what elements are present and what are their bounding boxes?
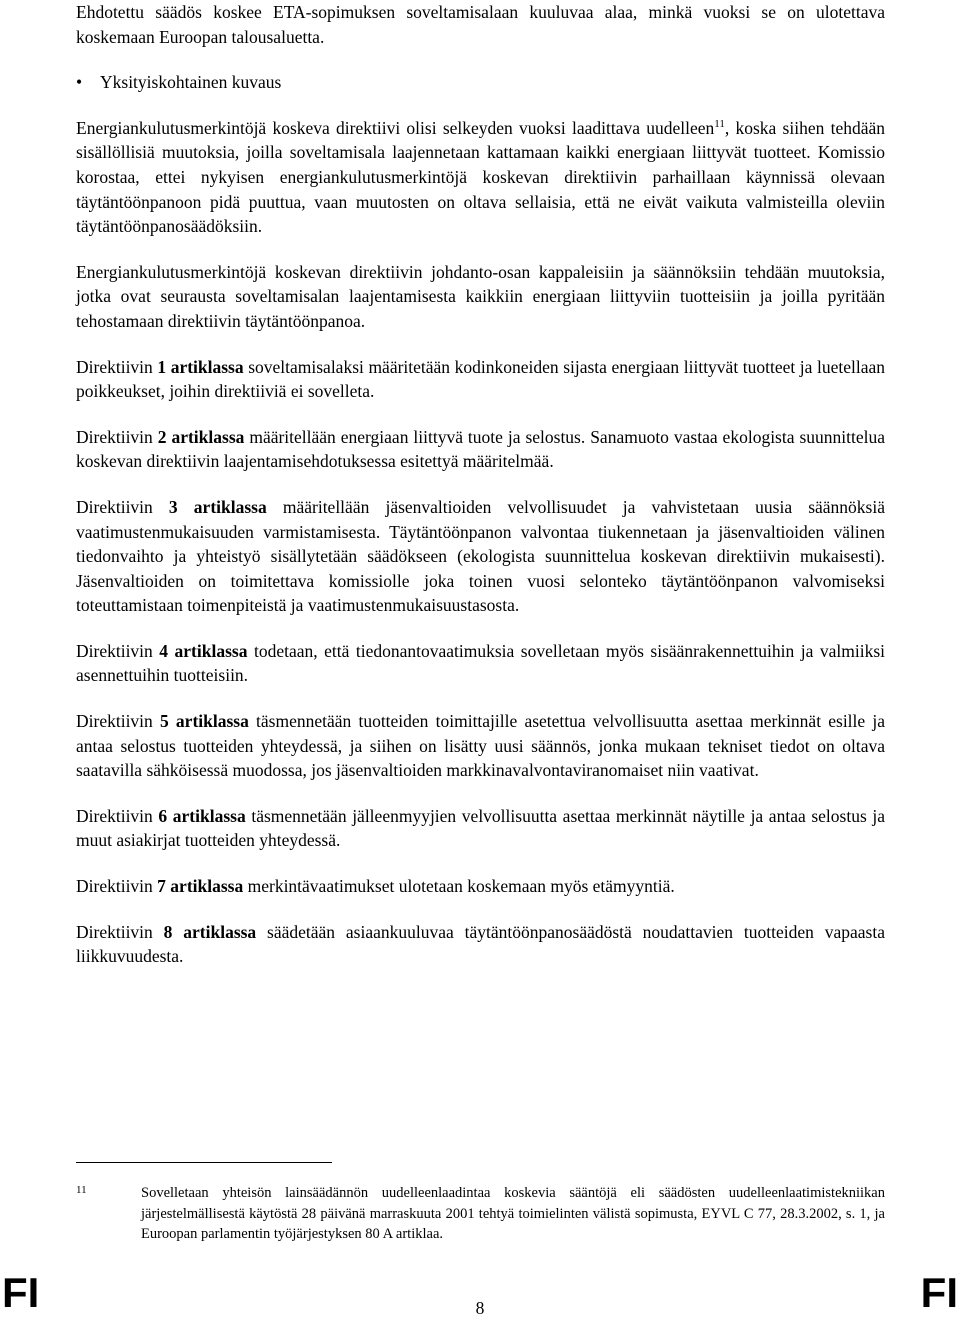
recast-paragraph-rest: , koska siihen tehdään sisällöllisiä muutoksia, joilla soveltamisala laajennetaan kattamaan kaikki energiaan liittyvät tuotteet. Komissio korostaa, ettei nykyisen energiankulutusmerkintöjä koskevan direktiivin parhaillaan käynnissä olevaan täytäntöönpanoon pidä puuttua, vaan muutosten on oltava sellaisia, että ne eivät vaikuta valmisteilla oleviin täytäntöönpanosäädöksiin. [76, 117, 885, 237]
footnote-reference[interactable]: 11 [714, 117, 725, 130]
page-number: 8 [475, 1298, 485, 1318]
article-3-paragraph [76, 495, 885, 618]
article-prefix: Direktiivin [76, 711, 153, 732]
article-8-paragraph [76, 920, 885, 969]
article-text: täsmennetään tuotteiden toimittajille asetettua velvollisuutta asettaa merkinnät esille ja antaa selostus tuotteiden yhteydessä, ja siihen on lisätty uusi säännös, jonka mukaan tekniset tiedot on oltava saatavilla sähköisessä muodossa, jos jäsenvaltioiden markkinavalvontaviranomaiset niin vaativat. [76, 711, 885, 781]
intro-paragraph: Ehdotettu säädös koskee ETA-sopimuksen soveltamisalaan kuuluvaa alaa, minkä vuoksi se on ulotettava koskemaan Euroopan talousaluetta. [76, 2, 885, 47]
article-text: määritellään jäsenvaltioiden velvollisuudet ja vahvistetaan uusia säännöksiä vaatimustenmukaisuuden varmistamisesta. Täytäntöönpanon valvontaa tiukennetaan ja jäsenvaltioiden välinen tiedonvaihto ja yhteistyö sisällytetään säädökseen (ekologista suunnittelua koskevan direktiivin mukaisesti). Jäsenvaltioiden on toimitettava komissiolle joka toinen vuosi selonteko täytäntöönpanon valvomiseksi toteuttamistaan toimenpiteistä ja vaatimustenmukaisuustasosta. [76, 496, 885, 616]
article-text: soveltamisalaksi määritetään kodinkoneiden sijasta energiaan liittyvät tuotteet ja luetellaan poikkeukset, joihin direktiiviä ei sovelleta. [76, 356, 886, 402]
article-prefix: Direktiivin [76, 921, 153, 942]
article-1-paragraph [76, 355, 885, 404]
article-prefix: Direktiivin [76, 876, 153, 897]
article-prefix: Direktiivin [76, 640, 153, 661]
article-ref: 1 artiklassa [157, 356, 244, 377]
article-text: määritellään energiaan liittyvä tuote ja selostus. Sanamuoto vastaa ekologista suunnittelua koskevan direktiivin laajentamisehdotuksessa esitettyä määritelmää. [76, 426, 885, 472]
section-heading [76, 70, 885, 95]
bullet-icon: • [76, 72, 83, 93]
body-text [76, 0, 885, 990]
footnote-separator [76, 1162, 332, 1163]
article-text: täsmennetään jälleenmyyjien velvollisuutta asettaa merkinnät näytille ja antaa selostus ja muut asiakirjat tuotteiden yhteydessä. [76, 805, 886, 851]
article-6-paragraph [76, 804, 885, 853]
article-ref: 4 artiklassa [159, 640, 248, 661]
language-code-left: FI [2, 1269, 40, 1316]
article-prefix: Direktiivin [76, 356, 153, 377]
footnote-text: Sovelletaan yhteisön lainsäädännön uudelleenlaadintaa koskevia sääntöjä eli säädösten uudelleenlaatimistekniikan järjestelmällisestä käytöstä 28 päivänä marraskuuta 2001 tehtyä toimielinten välistä sopimusta, EYVL C 77, 28.3.2002, s. 1, ja Euroopan parlamentin työjärjestyksen 80 A artiklaa. [141, 1185, 885, 1242]
language-code-right: FI [920, 1269, 958, 1316]
article-ref: 7 artiklassa [157, 876, 244, 897]
article-prefix: Direktiivin [76, 496, 153, 517]
article-2-paragraph [76, 425, 885, 474]
footnote [76, 1183, 885, 1245]
recast-paragraph-start: Energiankulutusmerkintöjä koskeva direktiivi olisi selkeyden vuoksi laadittava uudelleen [76, 117, 715, 138]
article-ref: 5 artiklassa [159, 711, 249, 732]
article-ref: 2 artiklassa [157, 426, 245, 447]
article-text: todetaan, että tiedonantovaatimuksia sovelletaan myös sisäänrakennettuihin ja valmiiksi asennettuihin tuotteisiin. [76, 640, 886, 686]
article-ref: 8 artiklassa [163, 921, 257, 942]
article-prefix: Direktiivin [76, 426, 153, 447]
section-heading-text: Yksityiskohtainen kuvaus [100, 72, 282, 93]
article-ref: 6 artiklassa [158, 805, 246, 826]
article-text: merkintävaatimukset ulotetaan koskemaan myös etämyyntiä. [247, 876, 675, 897]
article-prefix: Direktiivin [76, 805, 153, 826]
footnote-number: 11 [76, 1184, 87, 1196]
article-5-paragraph [76, 709, 885, 783]
recast-paragraph [76, 116, 885, 239]
article-4-paragraph [76, 639, 885, 688]
article-ref: 3 artiklassa [168, 496, 267, 517]
article-7-paragraph [76, 874, 885, 899]
article-text: säädetään asiaankuuluvaa täytäntöönpanosäädöstä noudattavien tuotteiden vapaasta liikkuvuudesta. [76, 921, 885, 967]
amendments-paragraph: Energiankulutusmerkintöjä koskevan direktiivin johdanto-osan kappaleisiin ja säännöksiin tehdään muutoksia, jotka ovat seurausta soveltamisalan laajentamisesta kaikkiin energiaan liittyviin tuotteisiin ja joilla pyritään tehostamaan direktiivin täytäntöönpanoa. [76, 261, 885, 331]
